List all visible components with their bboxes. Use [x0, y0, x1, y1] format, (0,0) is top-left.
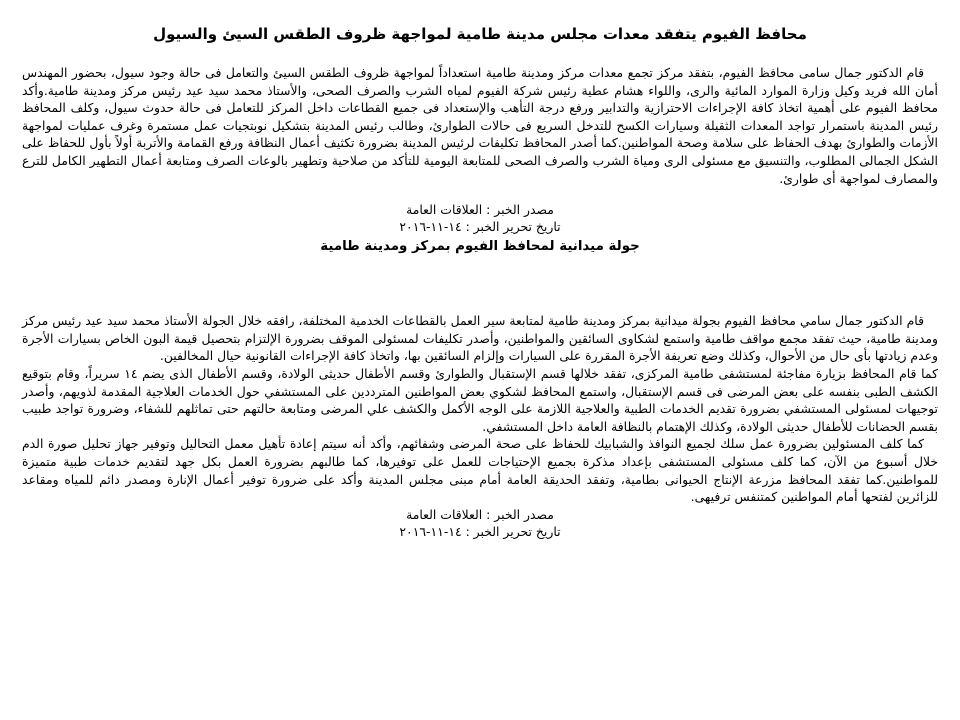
spacer: [22, 256, 938, 312]
article2-date: تاريخ تحرير الخبر : ١٤-١١-٢٠١٦: [399, 523, 561, 539]
article1-title: محافظ الفيوم يتفقد معدات مجلس مدينة طامية لمواجهة ظروف الطقس السيئ والسيول: [153, 25, 807, 43]
article1-date: تاريخ تحرير الخبر : ١٤-١١-٢٠١٦: [399, 219, 561, 235]
article2-paragraph: كما كلف المسئولين بضرورة عمل سلك لجميع النوافذ والشبابيك للحفاظ على صحة المرضى وشفائهم، وأكد أنه سيتم إعادة تأهيل معمل التحاليل وتوفير جهاز تحليل صورة الدم خلال أسبوع من الآن، كما كلف مسئولى المستشفى بإعداد مذكرة بجميع الإحتياجات للعمل على توفيرها، كما طالبهم بضرورة العمل بكل جهد لتقديم خدمات طبية متميزة للمواطنين.كما تفقد المحافظ مزرعة الإنتاج الحيوانى بطامية، وتفقد الحديقة العامة أمام مبنى مجلس المدينة وأكد على ضرورة توفير أعمال الإنارة ومصدر دائم للمياه ومقاعد للزائرين لفتحها أمام المواطنين كمتنفس ترفيهى.: [22, 436, 938, 505]
article2-paragraph: كما قام المحافظ بزيارة مفاجئة لمستشفى طامية المركزى، تفقد خلالها قسم الإستقبال والطوارئ وقسم الأطفال حديثى الولادة، وقسم الأطفال الذى يضم ١٤ سريراً، وقام بتوقيع الكشف الطبى بنفسه على بعض المرضى فى قسم الإستقبال، واستمع المحافظ لشكوي بعض المواطنين المترددين على المستشفي حول الخدمات العلاجية المقدمة لذويهم، وأصدر توجيهات لمسئولى المستشفي بضرورة تقديم الخدمات الطبية والعلاجية اللازمة على الوجه الأكمل والكشف علي المرضى ومتابعة حالتهم حتى تماثلهم للشفاء، وضرورة تواجد طبيب بقسم الحضانات للأطفال حديثى الولادة، وكذلك الإهتمام بالنظافة العامة داخل المستشفي.: [22, 365, 938, 434]
article2-paragraph: قام الدكتور جمال سامي محافظ الفيوم بجولة ميدانية بمركز ومدينة طامية لمتابعة سير العمل بالقطاعات الخدمية المختلفة، رافقه خلال الجولة الأستاذ محمد سيد عيد رئيس مركز ومدينة طامية، حيث تفقد مجمع مواقف طامية واستمع لشكاوى السائقين والمواطنين، وأصدر تكليفات لمسئولى الموقف بضرورة الإلتزام بتحصيل قيمة البون الخاص بسيارات الأجرة وعدم زيادتها بأى حال من الأحوال، وكذلك وضع تعريفة الأجرة المقررة على السيارات وإلزام السائقين بها، واتخاذ كافة الإجراءات القانونية حيال المخالفين.: [22, 313, 938, 364]
article2-body: [22, 312, 938, 506]
article1-body: قام الدكتور جمال سامى محافظ الفيوم، بتفقد مركز تجمع معدات مركز ومدينة طامية استعداداً لمواجهة ظروف الطقس السيئ والتعامل فى حالة وجود سيول، بحضور المهندس أمان الله فريد وكيل وزارة الموارد المائية والرى، واللواء هشام عطية رئيس شركة الفيوم لمياه الشرب والصرف الصحى، والأستاذ محمد سيد عيد رئيس مركز ومدينة طامية.وأكد محافظ الفيوم على أهمية اتخاذ كافة الإجراءات الاحترازية والتدابير ورفع درجة التأهب والإستعداد فى جميع القطاعات داخل المركز للتعامل فى حالة حدوث سيول، وكلف المحافظ رئيس المدينة باستمرار تواجد المعدات الثقيلة وسيارات الكسح للتدخل السريع فى حالات الطوارئ، وطالب رئيس المدينة بتشكيل نوبتجيات عمل مستمرة وغرف عمليات لمواجهة الأزمات والطوارئ بهدف الحفاظ على سلامة وصحة المواطنين.كما أصدر المحافظ تكليفات لرئيس المدينة بضرورة تكثيف أعمال النظافة ورفع القمامة والأتربة أولاً بأول للحفاظ على الشكل الجمالى المطلوب، والتنسيق مع مسئولى الرى ومياة الشرب والصرف الصحى للمتابعة اليومية للتأكد من صلاحية وتطهير بالوعات الصرف ومتابعة أعمال التطهير الكامل للترع والمصارف لمواجهة أى طوارئ.: [22, 65, 938, 186]
article1-source: مصدر الخبر : العلاقات العامة: [406, 202, 554, 218]
article2-title: جولة ميدانية لمحافظ الفيوم بمركز ومدينة طامية: [320, 239, 640, 255]
spacer: [22, 187, 938, 201]
article2-source: مصدر الخبر : العلاقات العامة: [406, 506, 554, 522]
